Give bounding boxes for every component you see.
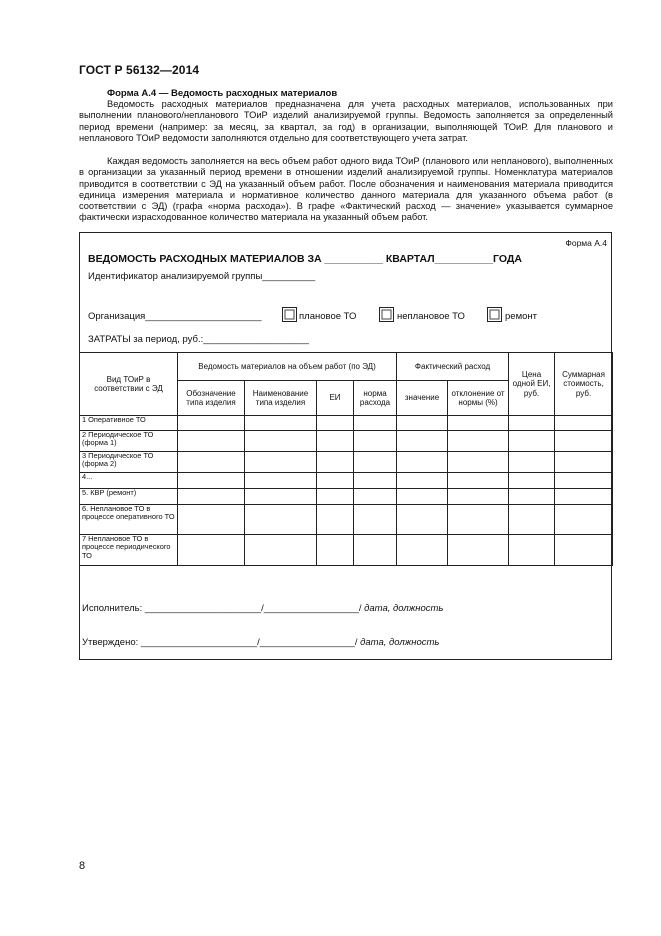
table-cell[interactable] <box>354 416 397 431</box>
form-tag: Форма А.4 <box>565 238 607 248</box>
table-cell[interactable] <box>245 416 317 431</box>
table-cell[interactable] <box>397 431 448 452</box>
unplanned-checkbox-label: неплановое ТО <box>397 311 465 322</box>
col-unit-price: Цена одной ЕИ, руб. <box>509 353 555 416</box>
approved-suffix: дата, должность <box>357 637 440 648</box>
table-cell[interactable] <box>397 452 448 473</box>
col-group-materials: Ведомость материалов на объем работ (по ЭД) <box>178 353 397 381</box>
table-cell[interactable] <box>555 505 613 535</box>
col-name: Наименование типа изделия <box>245 381 317 416</box>
table-cell[interactable] <box>448 452 509 473</box>
table-cell[interactable] <box>555 489 613 505</box>
table-cell[interactable] <box>397 535 448 566</box>
table-cell[interactable] <box>317 431 354 452</box>
table-row-label: 3 Периодическое ТО (форма 2) <box>80 452 178 473</box>
table-row-label: 2 Периодическое ТО (форма 1) <box>80 431 178 452</box>
table-cell[interactable] <box>317 535 354 566</box>
approved-label: Утверждено: ______________________/__________________/ <box>82 637 358 648</box>
table-cell[interactable] <box>509 473 555 489</box>
paragraph-description: Ведомость расходных материалов предназначена для учета расходных материалов, использованных при выполнении планового/непланового ТОиР изделий анализируемой группы. Ведомость заполняется за определенный период времени (например: за месяц, за квартал, за год) в организации, выполняющей ТОиР. Для планового и непланового ТОиР ведомости заполняются отдельно для соответствующего учета затрат. <box>79 99 613 143</box>
unplanned-checkbox[interactable] <box>379 307 394 322</box>
col-unit: ЕИ <box>317 381 354 416</box>
table-cell[interactable] <box>317 505 354 535</box>
table-cell[interactable] <box>317 489 354 505</box>
table-cell[interactable] <box>448 489 509 505</box>
organization-field[interactable]: Организация______________________ <box>88 311 262 322</box>
table-cell[interactable] <box>178 489 245 505</box>
table-cell[interactable] <box>354 535 397 566</box>
table-cell[interactable] <box>448 505 509 535</box>
paragraph-instructions: Каждая ведомость заполняется на весь объем работ одного вида ТОиР (планового или непланового), выполненных в организации за указанный период времени в отношении изделий анализируемой группы. Номенклатура материалов приводится в соответствии с ЭД на указанный объем работ. После обозначения и наименования материала приводится единица измерения материала и нормативное количество данного материала для указанного объема работ (в соответствии с ЭД) (графа «норма расхода»). В графе «Фактический расход — значение» указывается суммарное фактически израсходованное количество материала на указанный объем работ. <box>79 156 613 223</box>
table-cell[interactable] <box>555 473 613 489</box>
document-code: ГОСТ Р 56132—2014 <box>79 63 200 77</box>
table-cell[interactable] <box>448 473 509 489</box>
table-row-label: 4... <box>80 473 178 489</box>
executor-signature-line[interactable] <box>82 603 443 614</box>
form-a4-box <box>79 232 612 660</box>
table-cell[interactable] <box>509 505 555 535</box>
table-cell[interactable] <box>178 535 245 566</box>
col-value: значение <box>397 381 448 416</box>
table-cell[interactable] <box>245 431 317 452</box>
table-cell[interactable] <box>317 452 354 473</box>
table-cell[interactable] <box>245 505 317 535</box>
table-cell[interactable] <box>448 416 509 431</box>
table-cell[interactable] <box>509 431 555 452</box>
executor-suffix: дата, должность <box>361 603 444 614</box>
table-cell[interactable] <box>509 489 555 505</box>
table-cell[interactable] <box>555 452 613 473</box>
col-total-cost: Суммарная стоимость, руб. <box>555 353 613 416</box>
table-cell[interactable] <box>448 535 509 566</box>
table-cell[interactable] <box>178 416 245 431</box>
table-cell[interactable] <box>317 473 354 489</box>
table-cell[interactable] <box>178 452 245 473</box>
table-cell[interactable] <box>354 452 397 473</box>
table-cell[interactable] <box>245 473 317 489</box>
table-cell[interactable] <box>448 431 509 452</box>
table-cell[interactable] <box>509 416 555 431</box>
table-cell[interactable] <box>354 431 397 452</box>
table-cell[interactable] <box>555 431 613 452</box>
executor-label: Исполнитель: ______________________/__________________/ <box>82 603 362 614</box>
page-number: 8 <box>79 860 86 872</box>
form-title: ВЕДОМОСТЬ РАСХОДНЫХ МАТЕРИАЛОВ ЗА __________ КВАРТАЛ__________ГОДА <box>88 253 522 265</box>
table-cell[interactable] <box>509 535 555 566</box>
table-cell[interactable] <box>397 416 448 431</box>
table-cell[interactable] <box>178 473 245 489</box>
approved-signature-line[interactable] <box>82 637 439 648</box>
col-norm: норма расхода <box>354 381 397 416</box>
table-row-label: 5. КВР (ремонт) <box>80 489 178 505</box>
period-costs-field[interactable]: ЗАТРАТЫ за период, руб.:____________________ <box>88 334 309 345</box>
table-cell[interactable] <box>555 535 613 566</box>
col-group-actual: Фактический расход <box>397 353 509 381</box>
table-cell[interactable] <box>245 452 317 473</box>
table-cell[interactable] <box>354 489 397 505</box>
table-cell[interactable] <box>397 505 448 535</box>
repair-checkbox[interactable] <box>487 307 502 322</box>
repair-checkbox-label: ремонт <box>505 311 537 322</box>
form-heading: Форма А.4 — Ведомость расходных материалов <box>107 88 338 99</box>
table-cell[interactable] <box>555 416 613 431</box>
group-identifier-field[interactable]: Идентификатор анализируемой группы__________ <box>88 271 316 282</box>
table-cell[interactable] <box>397 473 448 489</box>
table-row-label: 1 Оперативное ТО <box>80 416 178 431</box>
materials-table <box>79 352 613 566</box>
planned-checkbox-label: плановое ТО <box>299 311 357 322</box>
table-row-label: 6. Неплановое ТО в процессе оперативного ТО <box>80 505 178 535</box>
table-cell[interactable] <box>245 535 317 566</box>
table-cell[interactable] <box>317 416 354 431</box>
table-cell[interactable] <box>178 431 245 452</box>
table-row-label: 7 Неплановое ТО в процессе периодического ТО <box>80 535 178 566</box>
planned-checkbox[interactable] <box>282 307 297 322</box>
table-cell[interactable] <box>354 473 397 489</box>
table-cell[interactable] <box>178 505 245 535</box>
table-cell[interactable] <box>354 505 397 535</box>
table-cell[interactable] <box>509 452 555 473</box>
col-designation: Обозначение типа изделия <box>178 381 245 416</box>
col-maintenance-type: Вид ТОиР в соответствии с ЭД <box>80 353 178 416</box>
table-cell[interactable] <box>397 489 448 505</box>
col-deviation: отклонение от нормы (%) <box>448 381 509 416</box>
table-cell[interactable] <box>245 489 317 505</box>
